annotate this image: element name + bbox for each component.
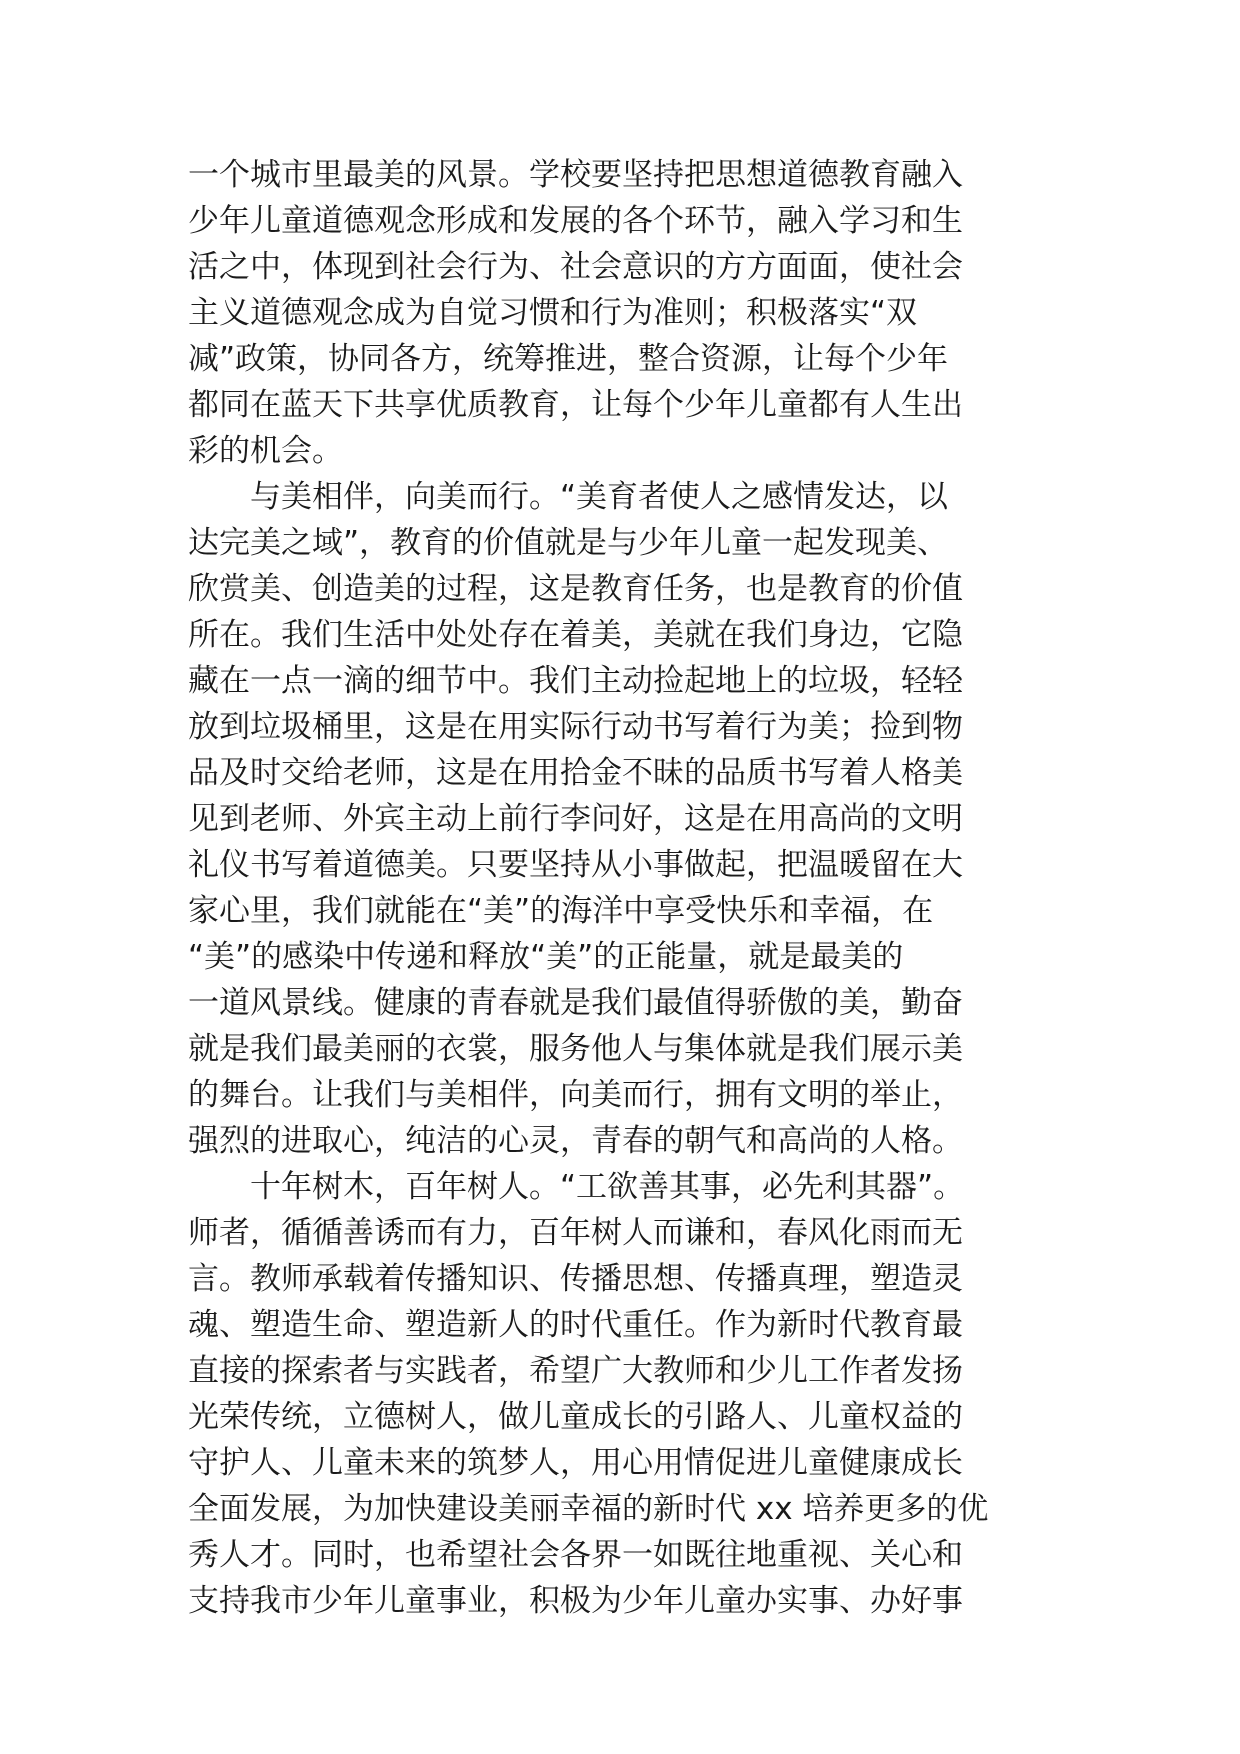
- text-line: 主义道德观念成为自觉习惯和行为准则；积极落实“双: [188, 295, 918, 331]
- text-line: 减”政策，协同各方，统筹推进，整合资源，让每个少年: [188, 341, 949, 377]
- text-line: 品及时交给老师，这是在用拾金不昧的品质书写着人格美: [188, 755, 963, 791]
- text-line: 光荣传统，立德树人，做儿童成长的引路人、儿童权益的: [188, 1399, 963, 1435]
- text-line: 师者，循循善诱而有力，百年树人而谦和，春风化雨而无: [188, 1215, 963, 1251]
- text-line: 彩的机会。: [188, 433, 343, 469]
- text-line: 言。教师承载着传播知识、传播思想、传播真理，塑造灵: [188, 1261, 963, 1297]
- text-line: 所在。我们生活中处处存在着美，美就在我们身边，它隐: [188, 617, 963, 653]
- text-line: 家心里，我们就能在“美”的海洋中享受快乐和幸福，在: [188, 893, 934, 929]
- text-line: 少年儿童道德观念形成和发展的各个环节，融入学习和生: [188, 203, 963, 239]
- paragraph-first-line: 与美相伴，向美而行。“美育者使人之感情发达，以: [250, 479, 949, 515]
- text-line: 支持我市少年儿童事业，积极为少年儿童办实事、办好事: [188, 1583, 963, 1619]
- text-line: 礼仪书写着道德美。只要坚持从小事做起，把温暖留在大: [188, 847, 963, 883]
- text-line: 放到垃圾桶里，这是在用实际行动书写着行为美；捡到物: [188, 709, 963, 745]
- text-line: 达完美之域”，教育的价值就是与少年儿童一起发现美、: [188, 525, 949, 561]
- body-text: [188, 152, 1058, 1624]
- text-line: 强烈的进取心，纯洁的心灵，青春的朝气和高尚的人格。: [188, 1123, 963, 1159]
- text-line: 直接的探索者与实践者，希望广大教师和少儿工作者发扬: [188, 1353, 963, 1389]
- text-line: 欣赏美、创造美的过程，这是教育任务，也是教育的价值: [188, 571, 963, 607]
- paragraph-first-line: 十年树木，百年树人。“工欲善其事，必先利其器”。: [250, 1169, 965, 1205]
- text-line: 的舞台。让我们与美相伴，向美而行，拥有文明的举止，: [188, 1077, 963, 1113]
- text-line: 魂、塑造生命、塑造新人的时代重任。作为新时代教育最: [188, 1307, 963, 1343]
- text-line: 守护人、儿童未来的筑梦人，用心用情促进儿童健康成长: [188, 1445, 963, 1481]
- text-line: 活之中，体现到社会行为、社会意识的方方面面，使社会: [188, 249, 963, 285]
- text-line: 秀人才。同时，也希望社会各界一如既往地重视、关心和: [188, 1537, 963, 1573]
- text-line: 藏在一点一滴的细节中。我们主动捡起地上的垃圾，轻轻: [188, 663, 963, 699]
- text-line: 就是我们最美丽的衣裳，服务他人与集体就是我们展示美: [188, 1031, 963, 1067]
- text-line: 见到老师、外宾主动上前行李问好，这是在用高尚的文明: [188, 801, 963, 837]
- text-line: 一个城市里最美的风景。学校要坚持把思想道德教育融入: [188, 157, 963, 193]
- text-line: 都同在蓝天下共享优质教育，让每个少年儿童都有人生出: [188, 387, 963, 423]
- text-line: 全面发展，为加快建设美丽幸福的新时代 xx 培养更多的优: [188, 1491, 989, 1527]
- text-line: “美”的感染中传递和释放“美”的正能量，就是最美的: [188, 939, 904, 975]
- text-line: 一道风景线。健康的青春就是我们最值得骄傲的美，勤奋: [188, 985, 963, 1021]
